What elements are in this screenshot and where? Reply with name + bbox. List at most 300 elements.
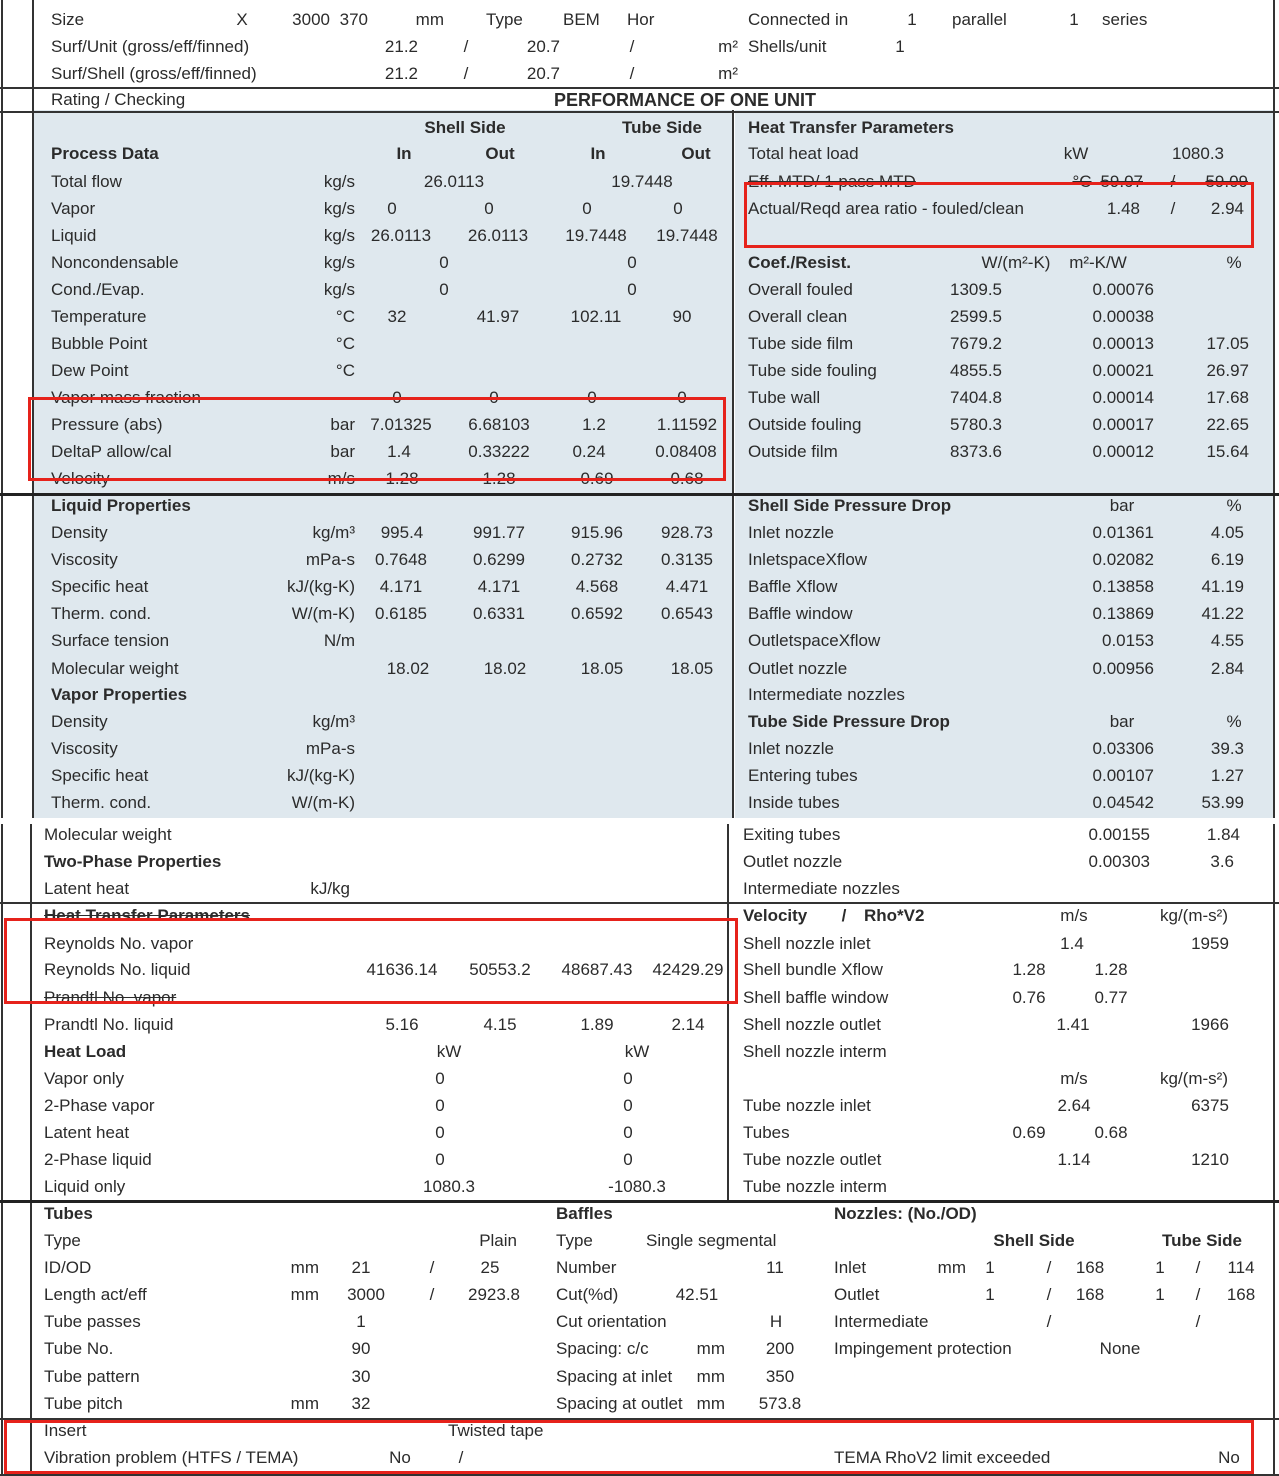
cell: 0.7648 [375, 550, 427, 569]
cell: kg/(m-s²) [1160, 906, 1228, 925]
cell: / [1195, 1285, 1201, 1304]
cell: / [1046, 1312, 1052, 1331]
cell: 0.00017 [1092, 415, 1154, 434]
cell: Overall fouled [748, 280, 853, 299]
border-left [1, 0, 3, 1476]
cell: Shell Side [424, 118, 506, 137]
cell: Density [51, 523, 108, 542]
cell: 32 [351, 1394, 371, 1413]
cell: 59.07 [1100, 172, 1143, 191]
cell: Outside fouling [748, 415, 862, 434]
cell: ID/OD [44, 1258, 92, 1277]
cell: m²-K/W [1069, 253, 1127, 272]
cell: Latent heat [44, 1123, 130, 1142]
cell: Cut orientation [556, 1312, 667, 1331]
cell: 1.89 [580, 1015, 614, 1034]
cell: 0 [677, 388, 687, 407]
cell: 168 [1226, 1285, 1256, 1304]
cell: Baffles [556, 1204, 613, 1223]
cell: W/(m-K) [291, 793, 355, 812]
cell: 0 [623, 1150, 633, 1169]
cell: 5780.3 [950, 415, 1002, 434]
cell: Tube Side [622, 118, 702, 137]
cell: 11 [766, 1258, 784, 1277]
cell: 26.97 [1206, 361, 1249, 380]
cell: 0.03306 [1092, 739, 1154, 758]
cell: Type [486, 10, 523, 29]
mid-divider-bottom [727, 824, 729, 1201]
cell: 1.11592 [656, 415, 718, 434]
cell: 0.33222 [468, 442, 530, 461]
cell: 2599.5 [950, 307, 1002, 326]
cell: 2923.8 [468, 1285, 520, 1304]
cell: m/s [1060, 1069, 1088, 1088]
cell: 0.00014 [1092, 388, 1154, 407]
cell: 26.0113 [423, 172, 485, 191]
cell: 102.11 [570, 307, 622, 326]
cell: 0.3135 [661, 550, 713, 569]
cell: Vapor mass fraction [51, 388, 201, 407]
cell: / [463, 64, 469, 83]
cell: mm [696, 1394, 725, 1413]
cell: Single segmental [646, 1231, 777, 1250]
cell: mm [696, 1339, 725, 1358]
cell: Baffle Xflow [748, 577, 838, 596]
cell: bar [330, 442, 355, 461]
cell: 50553.2 [469, 960, 531, 979]
cell: 42429.29 [652, 960, 724, 979]
cell: 1 [1069, 10, 1079, 29]
cell: 7679.2 [950, 334, 1002, 353]
cell: kW [624, 1042, 650, 1061]
cell: 168 [1075, 1285, 1105, 1304]
cell: Tube side film [748, 334, 854, 353]
cell: OutletspaceXflow [748, 631, 881, 650]
cell: 19.7448 [656, 226, 718, 245]
cell: Shell nozzle outlet [743, 1015, 881, 1034]
cell: Process Data [51, 144, 159, 163]
cell: 1.4 [1060, 934, 1084, 953]
cell: 48687.43 [561, 960, 633, 979]
cell: kJ/kg [310, 879, 350, 898]
cell: 5.16 [385, 1015, 419, 1034]
cell: Coef./Resist. [748, 253, 851, 272]
cell: 2-Phase liquid [44, 1150, 152, 1169]
cell: 53.99 [1201, 793, 1244, 812]
cell: Prandtl No. liquid [44, 1015, 174, 1034]
cell: H [769, 1312, 783, 1331]
shade-process-block [34, 110, 732, 494]
cell: Surface tension [51, 631, 170, 650]
cell: 6.68103 [468, 415, 530, 434]
cell: 41.22 [1201, 604, 1244, 623]
rownum-divider-bottom [30, 824, 32, 1476]
cell: Intermediate [834, 1312, 929, 1331]
cell: 0 [392, 388, 402, 407]
cell: 90 [351, 1339, 371, 1358]
cell: 1 [907, 10, 917, 29]
cell: Eff. MTD/ 1 pass MTD [748, 172, 916, 191]
cell: 928.73 [661, 523, 713, 542]
cell: 0.69 [580, 469, 614, 488]
cell: 0 [623, 1123, 633, 1142]
cell: Liquid Properties [51, 496, 191, 515]
cell: 0.68 [670, 469, 704, 488]
cell: 20.7 [526, 37, 560, 56]
cell: Outlet nozzle [743, 852, 843, 871]
cell: / [429, 1285, 435, 1304]
cell: 8373.6 [950, 442, 1002, 461]
cell: 2.64 [1057, 1096, 1091, 1115]
cell: Insert [44, 1421, 87, 1440]
cell: Total flow [51, 172, 122, 191]
cell: 1.84 [1206, 825, 1240, 844]
cell: °C [335, 307, 355, 326]
cell: Velocity [743, 906, 808, 925]
cell: Outlet [834, 1285, 880, 1304]
cell: Hor [627, 10, 655, 29]
cell: 1.14 [1057, 1150, 1091, 1169]
cell: mm [415, 10, 444, 29]
cell: 1 [985, 1285, 995, 1304]
cell: 21 [351, 1258, 371, 1277]
cell: N/m [323, 631, 355, 650]
cell: Shell baffle window [743, 988, 889, 1007]
cell: / [841, 906, 847, 925]
cell: Vapor only [44, 1069, 125, 1088]
cell: DeltaP allow/cal [51, 442, 172, 461]
cell: 4.55 [1210, 631, 1244, 650]
cell: 1210 [1191, 1150, 1229, 1169]
cell: X [236, 10, 248, 29]
cell: % [1226, 253, 1242, 272]
cell: 0.6299 [473, 550, 525, 569]
cell: Temperature [51, 307, 147, 326]
cell: Inside tubes [748, 793, 840, 812]
cell: Shell Side Pressure Drop [748, 496, 952, 515]
cell: Tube No. [44, 1339, 114, 1358]
cell: Reynolds No. liquid [44, 960, 191, 979]
cell: 0.6592 [571, 604, 623, 623]
cell: 21.2 [384, 37, 418, 56]
cell: Shell nozzle inlet [743, 934, 871, 953]
cell: 0 [439, 280, 449, 299]
cell: Tube Side [1162, 1231, 1242, 1250]
cell: Prandtl No. vapor [44, 988, 177, 1007]
cell: Shell nozzle interm [743, 1042, 887, 1061]
cell: Out [485, 144, 515, 163]
cell: 4.568 [575, 577, 619, 596]
cell: Tube side fouling [748, 361, 877, 380]
cell: 0.00303 [1088, 852, 1150, 871]
cell: °C [335, 334, 355, 353]
cell: 200 [765, 1339, 795, 1358]
cell: % [1226, 496, 1242, 515]
cell: Shell Side [993, 1231, 1075, 1250]
cell: Heat Load [44, 1042, 127, 1061]
rownum-divider-top [32, 0, 34, 818]
cell: 19.7448 [611, 172, 673, 191]
cell: mm [937, 1258, 966, 1277]
cell: / [1170, 199, 1176, 218]
cell: 573.8 [758, 1394, 802, 1413]
cell: kg/s [323, 172, 355, 191]
cell: 22.65 [1206, 415, 1249, 434]
cell: / [1170, 172, 1176, 191]
cell: 41.19 [1201, 577, 1244, 596]
cell: 2-Phase vapor [44, 1096, 155, 1115]
cell: Surf/Shell (gross/eff/finned) [51, 64, 257, 83]
cell: Velocity [51, 469, 110, 488]
cell: Therm. cond. [51, 604, 152, 623]
cell: 0.77 [1094, 988, 1128, 1007]
cell: Two-Phase Properties [44, 852, 222, 871]
cell: 114 [1227, 1258, 1255, 1277]
cell: No [1218, 1448, 1240, 1467]
cell: 25 [480, 1258, 500, 1277]
cell: Liquid only [44, 1177, 126, 1196]
cell: 59.09 [1205, 172, 1248, 191]
cell: TEMA RhoV2 limit exceeded [834, 1448, 1051, 1467]
cell: Tubes [44, 1204, 93, 1223]
cell: 3.6 [1210, 852, 1234, 871]
cell: Reynolds No. vapor [44, 934, 194, 953]
cell: °C [1072, 172, 1092, 191]
cell: 1 [895, 37, 905, 56]
cell: kW [436, 1042, 462, 1061]
cell: W/(m²-K) [981, 253, 1051, 272]
cell: 0.08408 [655, 442, 717, 461]
cell: 0.68 [1094, 1123, 1128, 1142]
cell: Pressure (abs) [51, 415, 163, 434]
cell: 995.4 [380, 523, 424, 542]
cell: 0.02082 [1092, 550, 1154, 569]
cell: In [396, 144, 412, 163]
cell: kJ/(kg-K) [287, 577, 355, 596]
cell: / [1046, 1258, 1052, 1277]
cell: 0.69 [1012, 1123, 1046, 1142]
cell: 1.48 [1106, 199, 1140, 218]
cell: Out [681, 144, 711, 163]
cell: Vapor [51, 199, 96, 218]
cell: 0.6331 [473, 604, 525, 623]
cell: Plain [479, 1231, 517, 1250]
border-right [1273, 0, 1275, 1476]
cell: 0 [627, 253, 637, 272]
cell: 915.96 [571, 523, 623, 542]
cell: Shell bundle Xflow [743, 960, 883, 979]
cell: 0.2732 [571, 550, 623, 569]
cell: kg/m³ [312, 712, 355, 731]
cell: Number [556, 1258, 617, 1277]
cell: 0 [484, 199, 494, 218]
cell: / [1195, 1258, 1201, 1277]
cell: mm [696, 1367, 725, 1386]
cell: Type [44, 1231, 81, 1250]
cell: Dew Point [51, 361, 129, 380]
cell: 4.15 [483, 1015, 517, 1034]
cell: 17.68 [1206, 388, 1249, 407]
cell: / [429, 1258, 435, 1277]
rule-row53 [0, 1418, 1279, 1420]
cell: 0.76 [1012, 988, 1046, 1007]
cell: Rho*V2 [864, 906, 925, 925]
cell: 26.0113 [467, 226, 529, 245]
cell: Connected in [748, 10, 849, 29]
cell: Shells/unit [748, 37, 827, 56]
cell: 2.84 [1210, 659, 1244, 678]
cell: 42.51 [675, 1285, 719, 1304]
cell: 2.14 [671, 1015, 705, 1034]
cell: mPa-s [305, 550, 355, 569]
cell: 1.28 [482, 469, 516, 488]
cell: Cond./Evap. [51, 280, 145, 299]
cell: 26.0113 [370, 226, 432, 245]
cell: 7.01325 [370, 415, 432, 434]
cell: Tube nozzle interm [743, 1177, 887, 1196]
cell: Tube nozzle outlet [743, 1150, 882, 1169]
cell: No [389, 1448, 411, 1467]
cell: 1.28 [1012, 960, 1046, 979]
cell: Size [51, 10, 85, 29]
cell: 0 [435, 1123, 445, 1142]
cell: 4855.5 [950, 361, 1002, 380]
cell: 1 [356, 1312, 366, 1331]
cell: Spacing at outlet [556, 1394, 683, 1413]
cell: Noncondensable [51, 253, 179, 272]
cell: Bubble Point [51, 334, 148, 353]
cell: 0 [587, 388, 597, 407]
cell: Tube nozzle inlet [743, 1096, 871, 1115]
cell: 4.171 [379, 577, 423, 596]
cell: mPa-s [305, 739, 355, 758]
cell: Actual/Reqd area ratio - fouled/clean [748, 199, 1024, 218]
cell: 4.471 [665, 577, 709, 596]
cell: m/s [327, 469, 355, 488]
cell: Inlet nozzle [748, 523, 834, 542]
cell: Latent heat [44, 879, 130, 898]
cell: W/(m-K) [291, 604, 355, 623]
cell: / [629, 37, 635, 56]
cell: 0 [435, 1150, 445, 1169]
cell: kg/s [323, 226, 355, 245]
cell: 3000 [292, 10, 330, 29]
cell: 0.00021 [1092, 361, 1154, 380]
cell: kg/s [323, 253, 355, 272]
cell: Spacing: c/c [556, 1339, 649, 1358]
cell: 6.19 [1210, 550, 1244, 569]
cell: 1 [1155, 1285, 1165, 1304]
cell: Exiting tubes [743, 825, 841, 844]
cell: bar [330, 415, 355, 434]
cell: Tubes [743, 1123, 790, 1142]
cell: BEM [563, 10, 600, 29]
cell: 1.41 [1056, 1015, 1090, 1034]
cell: Inlet nozzle [748, 739, 834, 758]
cell: Viscosity [51, 739, 118, 758]
cell: Tube wall [748, 388, 821, 407]
cell: 0.6185 [375, 604, 427, 623]
cell: 4.05 [1210, 523, 1244, 542]
cell: 7404.8 [950, 388, 1002, 407]
cell: 0 [673, 199, 683, 218]
cell: Intermediate nozzles [743, 879, 900, 898]
cell: Overall clean [748, 307, 848, 326]
cell: Specific heat [51, 577, 149, 596]
cell: 350 [765, 1367, 795, 1386]
cell: Therm. cond. [51, 793, 152, 812]
cell: -1080.3 [608, 1177, 666, 1196]
cell: 0.00956 [1092, 659, 1154, 678]
cell: 0.24 [572, 442, 606, 461]
cell: 0 [435, 1096, 445, 1115]
cell: bar [1109, 712, 1135, 731]
cell: 32 [387, 307, 407, 326]
cell: 0.04542 [1092, 793, 1154, 812]
cell: 0.0153 [1102, 631, 1154, 650]
cell: Rating / Checking [51, 90, 186, 109]
cell: 19.7448 [565, 226, 627, 245]
cell: Outside film [748, 442, 838, 461]
cell: Heat Transfer Parameters [44, 906, 251, 925]
cell: 3000 [347, 1285, 385, 1304]
cell: 1.4 [387, 442, 411, 461]
cell: 0 [489, 388, 499, 407]
cell: Cut(%d) [556, 1285, 619, 1304]
cell: / [1046, 1285, 1052, 1304]
cell: 15.64 [1206, 442, 1249, 461]
cell: 6375 [1191, 1096, 1229, 1115]
cell: 0 [439, 253, 449, 272]
cell: % [1226, 712, 1242, 731]
cell: 0 [435, 1069, 445, 1088]
cell: 0.00155 [1088, 825, 1150, 844]
cell: Inlet [834, 1258, 867, 1277]
shade-htp-block [735, 110, 1274, 494]
cell: mm [290, 1285, 319, 1304]
cell: 0.6543 [661, 604, 713, 623]
rule-row45 [0, 1200, 1279, 1203]
page-break [0, 818, 1279, 824]
rule-row4-bottom [0, 111, 1279, 113]
cell: / [1195, 1312, 1201, 1331]
cell: 30 [351, 1367, 371, 1386]
cell: Impingement protection [834, 1339, 1012, 1358]
cell: Density [51, 712, 108, 731]
cell: 18.02 [483, 659, 527, 678]
cell: Surf/Unit (gross/eff/finned) [51, 37, 250, 56]
cell: 41636.14 [366, 960, 438, 979]
cell: 1 [985, 1258, 995, 1277]
cell: 0.13858 [1092, 577, 1154, 596]
cell: bar [1109, 496, 1135, 515]
cell: / [458, 1448, 464, 1467]
cell: Tube pitch [44, 1394, 123, 1413]
cell: 2.94 [1210, 199, 1244, 218]
cell: None [1099, 1339, 1141, 1358]
cell: 0.01361 [1092, 523, 1154, 542]
cell: 18.05 [670, 659, 714, 678]
cell: 1.2 [582, 415, 606, 434]
cell: Intermediate nozzles [748, 685, 905, 704]
cell: 0 [623, 1096, 633, 1115]
cell: / [463, 37, 469, 56]
cell: 1966 [1191, 1015, 1229, 1034]
cell: Baffle window [748, 604, 853, 623]
cell: Length act/eff [44, 1285, 147, 1304]
cell: Type [556, 1231, 593, 1250]
cell: m/s [1060, 906, 1088, 925]
